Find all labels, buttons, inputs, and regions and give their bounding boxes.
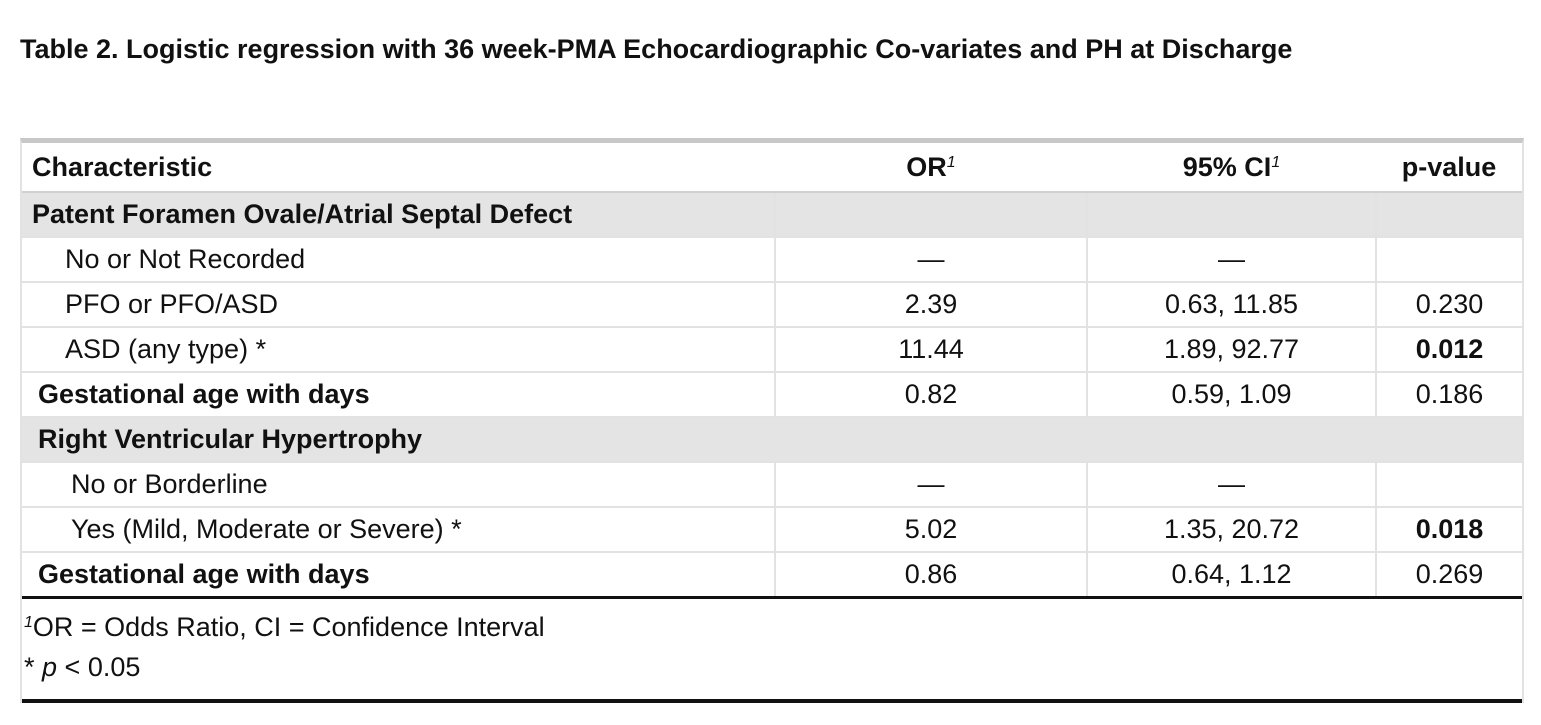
ci-cell: — <box>1087 462 1376 507</box>
regression-table-grid <box>22 143 1522 599</box>
p-value-cell: 0.230 <box>1376 282 1522 327</box>
row-label: No or Borderline <box>22 462 775 507</box>
ci-cell: 1.35, 20.72 <box>1087 507 1376 552</box>
group-row-rvh <box>22 417 1522 462</box>
header-ci: 95% CI$^1$ <box>1087 143 1376 192</box>
group-row-pfo-asd <box>22 192 1522 237</box>
row-label: Yes (Mild, Moderate or Severe) * <box>22 507 775 552</box>
p-value-cell-significant: 0.018 <box>1376 507 1522 552</box>
ci-cell: 1.89, 92.77 <box>1087 327 1376 372</box>
footnote-abbreviations: $^1$OR = Odds Ratio, CI = Confidence Interval <box>24 612 545 642</box>
p-value-cell: 0.269 <box>1376 552 1522 598</box>
table-row <box>22 282 1522 327</box>
or-cell: 11.44 <box>775 327 1087 372</box>
header-or-footnote-mark: 1 <box>946 153 956 171</box>
header-characteristic: Characteristic <box>22 143 775 192</box>
p-value-cell-significant: 0.012 <box>1376 327 1522 372</box>
or-cell: 0.82 <box>775 372 1087 417</box>
header-or: OR$^1$ <box>775 143 1087 192</box>
header-ci-footnote-mark: 1 <box>1271 153 1281 171</box>
ci-cell: 0.64, 1.12 <box>1087 552 1376 598</box>
p-value-cell <box>1376 462 1522 507</box>
or-cell: 2.39 <box>775 282 1087 327</box>
table-row <box>22 327 1522 372</box>
table-row <box>22 507 1522 552</box>
table-cell <box>775 192 1087 237</box>
or-cell: — <box>775 462 1087 507</box>
row-label: Gestational age with days <box>22 552 775 598</box>
table-header-row <box>22 143 1522 192</box>
footnote-significance: * p < 0.05 <box>24 652 141 682</box>
p-value-cell: 0.186 <box>1376 372 1522 417</box>
row-label: PFO or PFO/ASD <box>22 282 775 327</box>
p-value-cell <box>1376 237 1522 282</box>
table-row <box>22 462 1522 507</box>
table-row <box>22 552 1522 598</box>
table-cell <box>1376 192 1522 237</box>
header-p-value: p-value <box>1376 143 1522 192</box>
group-label-rvh: Right Ventricular Hypertrophy <box>22 417 1522 462</box>
ci-cell: — <box>1087 237 1376 282</box>
or-cell: 0.86 <box>775 552 1087 598</box>
row-label: No or Not Recorded <box>22 237 775 282</box>
ci-cell: 0.59, 1.09 <box>1087 372 1376 417</box>
group-label-pfo-asd: Patent Foramen Ovale/Atrial Septal Defect <box>22 192 775 237</box>
row-label: Gestational age with days <box>22 372 775 417</box>
or-cell: — <box>775 237 1087 282</box>
table-title: Table 2. Logistic regression with 36 week-PMA Echocardiographic Co-variates and PH at Discharge <box>20 34 1293 64</box>
row-label: ASD (any type) * <box>22 327 775 372</box>
or-cell: 5.02 <box>775 507 1087 552</box>
footnote-mark: 1 <box>24 614 33 631</box>
ci-cell: 0.63, 11.85 <box>1087 282 1376 327</box>
table-row <box>22 372 1522 417</box>
regression-table <box>20 138 1524 703</box>
table-row <box>22 237 1522 282</box>
table-cell <box>1087 192 1376 237</box>
table-footnotes <box>22 599 1522 703</box>
